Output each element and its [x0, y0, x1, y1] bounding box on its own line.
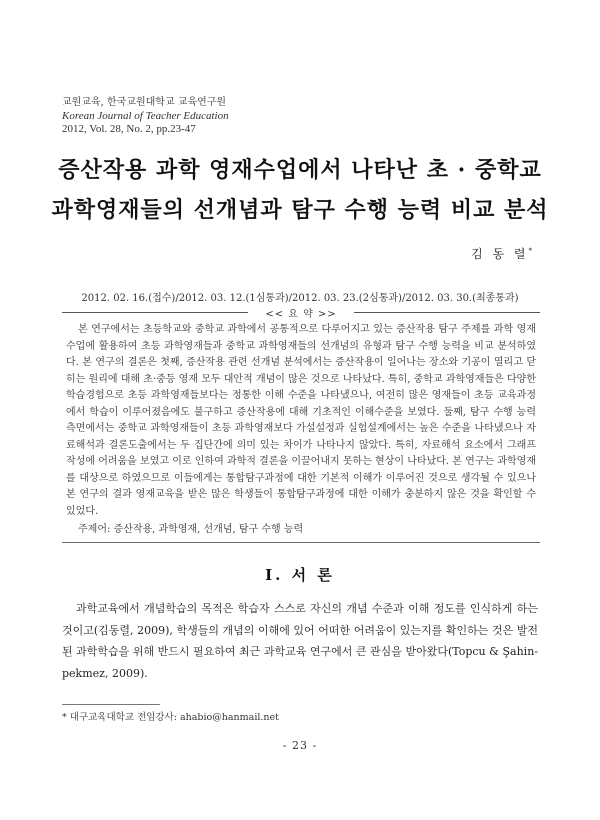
paper-title — [0, 150, 600, 230]
keywords: 주제어: 증산작용, 과학영재, 선개념, 탐구 수행 능력 — [78, 524, 304, 535]
footnote-rule — [62, 704, 160, 705]
abstract-heading — [62, 305, 540, 319]
title-line-2: 과학영재들의 선개념과 탐구 수행 능력 비교 분석 — [51, 197, 549, 223]
journal-english: Korean Journal of Teacher Education — [62, 109, 229, 122]
abstract-heading-label: << 요 약 >> — [265, 309, 337, 320]
submission-dates: 2012. 02. 16.(접수)/2012. 03. 12.(1심통과)/2012. 03. 23.(2심통과)/2012. 03. 30.(최종통과) — [81, 293, 519, 304]
journal-korean: 교원교육, 한국교원대학교 교육연구원 — [62, 97, 227, 108]
section-heading: Ⅰ. 서 론 — [265, 566, 335, 584]
page-number: - 23 - — [282, 739, 318, 752]
journal-volume: 2012, Vol. 28, No. 2, pp.23-47 — [62, 123, 196, 135]
footnote: * 대구교육대학교 전임강사: ahabio@hanmail.net — [62, 712, 279, 723]
journal-info — [62, 96, 229, 137]
title-line-1: 증산작용 과학 영재수업에서 나타난 초 · 중학교 — [58, 157, 542, 183]
abstract-divider — [62, 542, 540, 543]
abstract-heading-rule-right — [354, 312, 540, 313]
abstract-text: 본 연구에서는 초등학교와 중학교 과학에서 공통적으로 다루어지고 있는 증산작용 탐구 주제를 과학 영재수업에 활용하여 초등 과학영재들과 중학교 과학영재들의 선개념의 유형과 탐구 수행 능력을 비교 분석하였다. 본 연구의 결론은 첫째, 증산작용 관련 선개념 분석에서는 증산작용이 일어나는 장소와 기공이 열리고 닫히는 원리에 대해 초·중등 영재 모두 대안적 개념이 많은 것으로 나타났다. 특히, 중학교 과학영재들은 다양한 학습경험으로 초등 과학영재들보다는 정통한 이해 수준을 나타냈으나, 여전히 많은 영재들이 초등 교육과정에서 학습이 이루어졌음에도 불구하고 증산작용에 대해 기초적인 이해수준을 보였다. 둘째, 탐구 수행 능력 측면에서는 중학교 과학영재들이 초등 과학영재보다 가설설정과 실험설계에서는 높은 수준을 나타냈으나 자료해석과 결론도출에서는 두 집단간에 의미 있는 차이가 나타나지 않았다. 특히, 자료해석 요소에서 그래프 작성에 어려움을 보였고 이로 인하여 과학적 결론을 이끌어내지 못하는 현상이 나타났다. 본 연구는 과학영재를 대상으로 하였으므로 이들에게는 통합탐구과정에 대한 기본적 이해가 이루어진 것으로 생각될 수 있으나 본 연구의 결과 영재교육을 받은 많은 학생들이 통합탐구과정에 대한 이해가 충분하지 않은 것을 확인할 수 있었다. — [66, 324, 536, 517]
author-footnote-mark: * — [528, 247, 532, 255]
body-paragraph: 과학교육에서 개념학습의 목적은 학습자 스스로 자신의 개념 수준과 이해 정도를 인식하게 하는 것이고(김동렬, 2009), 학생들의 개념의 이해에 있어 어떠한 어려움이 있는지를 확인하는 것은 발전된 과학학습을 위해 반드시 필요하여 최근 과학교육 연구에서 큰 관심을 받아왔다(Topcu & Şahin-pekmez, 2009). — [62, 602, 538, 680]
author-name: 김 동 렬 — [471, 247, 529, 261]
author — [471, 245, 532, 262]
